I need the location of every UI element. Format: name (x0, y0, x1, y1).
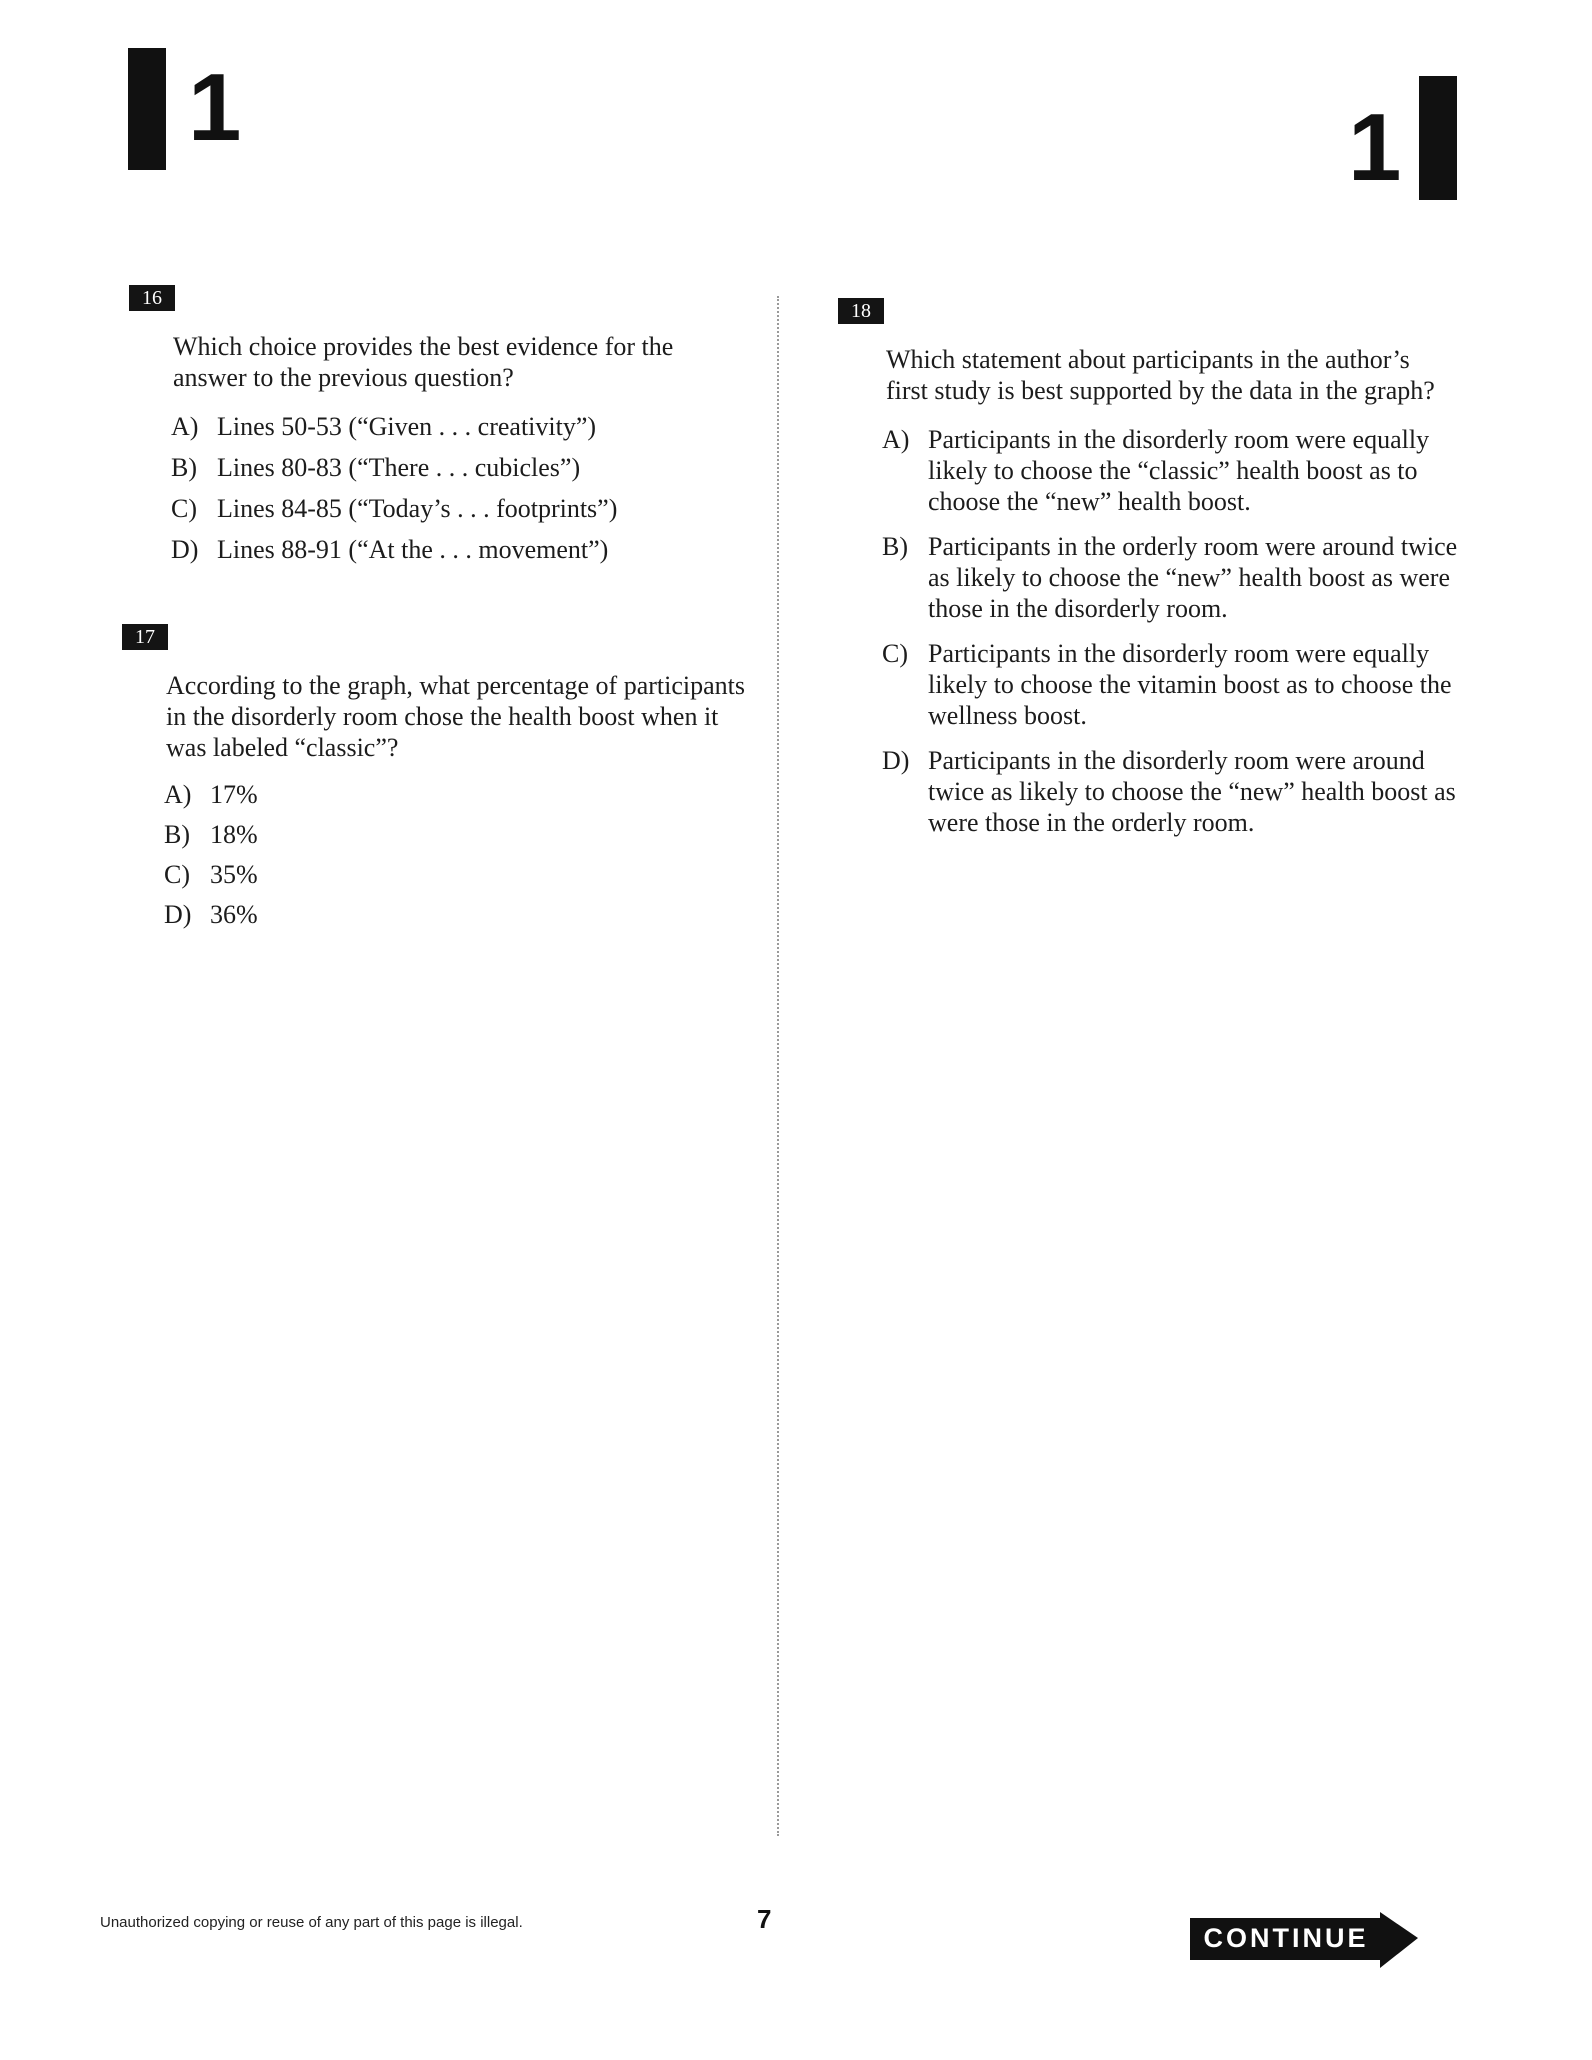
answer-options (122, 779, 752, 930)
answer-option-d[interactable] (882, 745, 1458, 838)
option-text: 35% (210, 860, 258, 889)
answer-options (838, 424, 1458, 838)
section-marker-left (128, 48, 241, 170)
option-text: 36% (210, 900, 258, 929)
answer-option-c[interactable] (882, 638, 1458, 731)
question-number-badge: 18 (838, 298, 884, 324)
option-text: Participants in the orderly room were around twice as likely to choose the “new” health boost as were those in the disorderly room. (928, 532, 1458, 623)
option-text: Lines 88-91 (“At the . . . movement”) (217, 535, 609, 564)
answer-option-b[interactable] (882, 531, 1458, 624)
option-letter: A) (171, 412, 199, 441)
option-letter: A) (164, 780, 192, 809)
option-text: Participants in the disorderly room were equally likely to choose the “classic” health boost as to choose the “new” health boost. (928, 425, 1430, 516)
option-letter: A) (882, 425, 910, 454)
option-letter: D) (171, 535, 199, 564)
continue-label: CONTINUE (1203, 1923, 1369, 1953)
page-number: 7 (757, 1904, 772, 1934)
section-number: 1 (1348, 94, 1402, 201)
option-letter: B) (171, 453, 197, 482)
option-letter: C) (882, 639, 908, 668)
answer-option-a[interactable] (171, 411, 739, 442)
question-18 (838, 298, 1458, 852)
column-divider (777, 296, 779, 1836)
option-text: Lines 80-83 (“There . . . cubicles”) (217, 453, 581, 482)
question-17 (122, 624, 752, 939)
section-number: 1 (188, 54, 242, 161)
question-stem: Which choice provides the best evidence for the answer to the previous question? (173, 332, 674, 392)
answer-option-d[interactable] (171, 534, 739, 565)
option-letter: B) (882, 532, 908, 561)
question-number-badge: 17 (122, 624, 168, 650)
option-text: 18% (210, 820, 258, 849)
answer-option-b[interactable] (171, 452, 739, 483)
option-letter: B) (164, 820, 190, 849)
option-text: Participants in the disorderly room were around twice as likely to choose the “new” health boost as were those in the orderly room. (928, 746, 1456, 837)
answer-option-c[interactable] (171, 493, 739, 524)
question-stem: Which statement about participants in the author’s first study is best supported by the data in the graph? (886, 345, 1435, 405)
question-16 (129, 285, 739, 575)
copyright-notice: Unauthorized copying or reuse of any part of this page is illegal. (100, 1914, 523, 1931)
question-number-badge: 16 (129, 285, 175, 311)
option-letter: D) (164, 900, 192, 929)
option-text: Participants in the disorderly room were equally likely to choose the vitamin boost as to choose the wellness boost. (928, 639, 1452, 730)
option-text: Lines 50-53 (“Given . . . creativity”) (217, 412, 597, 441)
answer-option-a[interactable] (882, 424, 1458, 517)
answer-option-b[interactable] (164, 819, 752, 850)
answer-options (129, 411, 739, 565)
option-letter: C) (164, 860, 190, 889)
answer-option-c[interactable] (164, 859, 752, 890)
option-text: 17% (210, 780, 258, 809)
section-bar (1419, 76, 1457, 200)
answer-option-d[interactable] (164, 899, 752, 930)
section-marker-right (1348, 76, 1457, 200)
answer-option-a[interactable] (164, 779, 752, 810)
question-stem: According to the graph, what percentage of participants in the disorderly room chose the health boost when it was labeled “classic”? (166, 671, 745, 762)
section-bar (128, 48, 166, 170)
option-text: Lines 84-85 (“Today’s . . . footprints”) (217, 494, 618, 523)
continue-button[interactable] (1190, 1912, 1420, 1972)
option-letter: D) (882, 746, 910, 775)
option-letter: C) (171, 494, 197, 523)
